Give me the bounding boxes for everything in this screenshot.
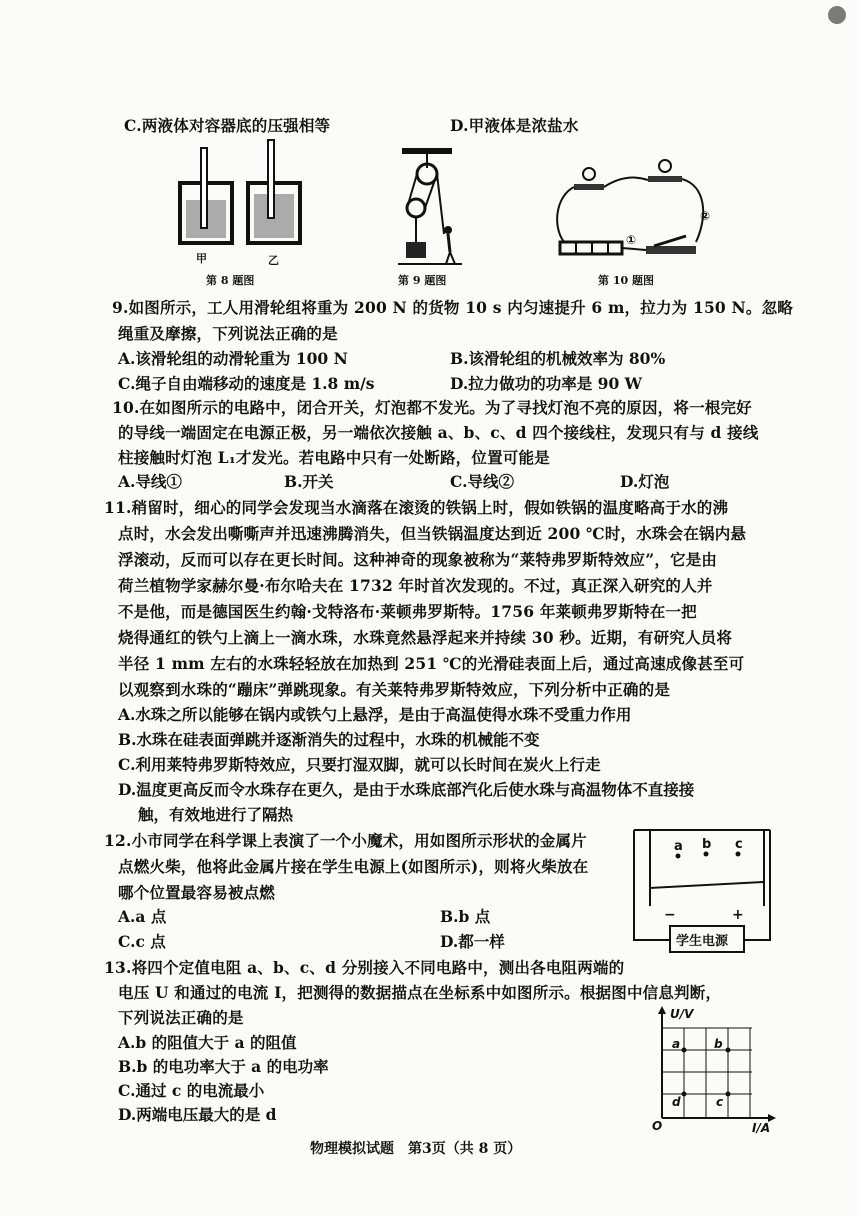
- q8-option-c: C.两液体对容器底的压强相等: [124, 116, 331, 135]
- q10-option-d: D.灯泡: [620, 472, 670, 491]
- q9-option-d: D.拉力做功的功率是 90 W: [450, 374, 643, 393]
- q9-option-a: A.该滑轮组的动滑轮重为 100 N: [118, 349, 348, 368]
- q11-stem-2: 点时，水会发出嘶嘶声并迅速沸腾消失，但当铁锅温度达到近 200 ℃时，水珠会在锅内悬: [118, 524, 747, 543]
- q11-option-c: C.利用莱特弗罗斯特效应，只要打湿双脚，就可以长时间在炭火上行走: [118, 755, 601, 774]
- q11-stem-1: 11.稍留时，细心的同学会发现当水滴落在滚烫的铁锅上时，假如铁锅的温度略高于水的沸: [104, 498, 729, 517]
- svg-text:c: c: [716, 1095, 724, 1109]
- q11-option-b: B.水珠在硅表面弹跳并逐渐消失的过程中，水珠的机械能不变: [118, 730, 540, 749]
- q10-stem-1: 10.在如图所示的电路中，闭合开关，灯泡都不发光。为了寻找灯泡不亮的原因，将一根完好: [112, 398, 752, 417]
- q13-stem-2: 电压 U 和通过的电流 I，把测得的数据描点在坐标系中如图所示。根据图中信息判断，: [118, 983, 722, 1002]
- point-c: [736, 852, 741, 857]
- worker-head: [444, 226, 452, 234]
- tube-right: [268, 140, 274, 218]
- svg-text:a: a: [674, 839, 683, 854]
- q11-stem-4: 荷兰植物学家赫尔曼·布尔哈夫在 1732 年时首次发现的。不过，真正深入研究的人并: [118, 576, 713, 595]
- fig9-caption: 第 9 题图: [398, 274, 447, 287]
- q12-stem-3: 哪个位置最容易被点燃: [118, 883, 276, 902]
- q8-option-d: D.甲液体是浓盐水: [450, 116, 579, 135]
- q13-option-a: A.b 的阻值大于 a 的阻值: [118, 1033, 297, 1052]
- point-c: [726, 1092, 731, 1097]
- q11-option-d-2: 触，有效地进行了隔热: [138, 805, 294, 824]
- svg-text:b: b: [702, 837, 712, 852]
- minus-terminal: −: [664, 907, 676, 923]
- q10-stem-3: 柱接触时灯泡 L₁才发光。若电路中只有一处断路，位置可能是: [118, 448, 550, 467]
- q11-option-d-1: D.温度更高反而令水珠存在更久，是由于水珠底部汽化后使水珠与高温物体不直接接: [118, 780, 695, 799]
- q11-stem-3: 浮滚动，反而可以存在更长时间。这种神奇的现象被称为“莱特弗罗斯特效应”，它是由: [118, 550, 718, 569]
- x-axis-label: I/A: [752, 1121, 771, 1135]
- q13-option-b: B.b 的电功率大于 a 的电功率: [118, 1057, 329, 1076]
- q10-option-b: B.开关: [284, 472, 334, 491]
- label-jia: 甲: [196, 252, 207, 265]
- q11-stem-8: 以观察到水珠的“蹦床”弹跳现象。有关莱特弗罗斯特效应，下列分析中正确的是: [118, 680, 671, 699]
- q11-stem-5: 不是他，而是德国医生约翰·戈特洛布·莱顿弗罗斯特。1756 年莱顿弗罗斯特在一把: [118, 602, 697, 621]
- q9-option-c: C.绳子自由端移动的速度是 1.8 m/s: [118, 374, 375, 393]
- switch-lever: [654, 236, 686, 246]
- fig8-caption: 第 8 题图: [206, 274, 255, 287]
- label-yi: 乙: [268, 254, 279, 267]
- label-2: ②: [700, 209, 711, 223]
- plus-terminal: +: [732, 907, 744, 923]
- q12-stem-2: 点燃火柴，他将此金属片接在学生电源上(如图所示)，则将火柴放在: [118, 857, 589, 876]
- q13-option-d: D.两端电压最大的是 d: [118, 1105, 277, 1124]
- q12-option-c: C.c 点: [118, 932, 166, 951]
- fig10-caption: 第 10 题图: [598, 274, 654, 287]
- q11-option-a: A.水珠之所以能够在锅内或铁勺上悬浮，是由于高温使得水珠不受重力作用: [118, 705, 632, 724]
- svg-text:d: d: [672, 1095, 681, 1109]
- q10-option-a: A.导线①: [118, 472, 182, 491]
- point-d: [682, 1092, 687, 1097]
- q12-option-b: B.b 点: [440, 907, 491, 926]
- point-b: [726, 1048, 731, 1053]
- q12-option-a: A.a 点: [118, 907, 167, 926]
- y-axis-label: U/V: [670, 1007, 694, 1021]
- q10-stem-2: 的导线一端固定在电源正极，另一端依次接触 a、b、c、d 四个接线柱，发现只有与 d 接线: [118, 423, 759, 442]
- power-supply-label: 学生电源: [676, 934, 729, 949]
- point-a: [682, 1048, 687, 1053]
- scan-mark: [828, 6, 846, 24]
- q13-stem-1: 13.将四个定值电阻 a、b、c、d 分别接入不同电路中，测出各电阻两端的: [104, 958, 625, 977]
- tube-left: [201, 148, 207, 228]
- switch-base: [646, 246, 696, 254]
- page-footer: 物理模拟试题 第3页（共 8 页）: [310, 1141, 522, 1157]
- svg-text:b: b: [714, 1037, 723, 1051]
- ceiling-beam: [402, 148, 452, 154]
- q9-stem-1: 9.如图所示，工人用滑轮组将重为 200 N 的货物 10 s 内匀速提升 6 m，拉力为 150 N。忽略: [112, 298, 793, 317]
- bulb-1: [583, 168, 595, 180]
- cargo: [406, 242, 426, 258]
- bulb-2: [659, 160, 671, 172]
- q11-stem-6: 烧得通红的铁勺上滴上一滴水珠，水珠竟然悬浮起来并持续 30 秒。近期，有研究人员将: [118, 628, 733, 647]
- point-a: [676, 854, 681, 859]
- point-b: [704, 852, 709, 857]
- q13-option-c: C.通过 c 的电流最小: [118, 1081, 265, 1100]
- q12-option-d: D.都一样: [440, 932, 505, 951]
- q12-stem-1: 12.小市同学在科学课上表演了一个小魔术，用如图所示形状的金属片: [104, 831, 587, 850]
- label-1: ①: [626, 233, 637, 247]
- figure-8: [170, 138, 320, 270]
- svg-text:c: c: [735, 837, 743, 852]
- origin-label: O: [652, 1119, 663, 1133]
- figure-9: [388, 146, 468, 268]
- q9-stem-2: 绳重及摩擦，下列说法正确的是: [118, 324, 338, 343]
- figure-13-graph: [650, 1006, 780, 1134]
- q11-stem-7: 半径 1 mm 左右的水珠轻轻放在加热到 251 ℃的光滑硅表面上后，通过高速成像甚至可: [118, 654, 745, 673]
- figure-10: [546, 156, 716, 268]
- q9-option-b: B.该滑轮组的机械效率为 80%: [450, 349, 666, 368]
- svg-text:a: a: [672, 1037, 681, 1051]
- q13-stem-3: 下列说法正确的是: [118, 1008, 244, 1027]
- figure-12: [640, 824, 774, 966]
- q10-option-c: C.导线②: [450, 472, 514, 491]
